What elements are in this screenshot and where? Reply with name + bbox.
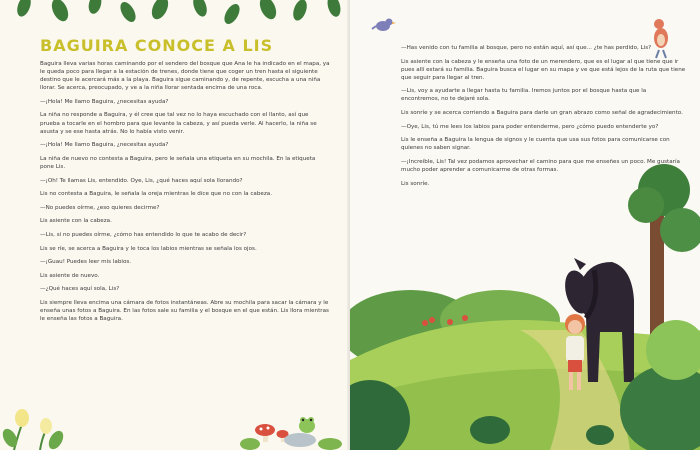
paragraph: —¡Increíble, Lis! Tal vez podamos aprovechar el camino para que me enseñes un poco. Me gustaría mucho poder aprender a comunicarme de otras formas.	[401, 158, 680, 174]
paragraph: —Lis, si no puedes oírme, ¿cómo has entendido lo que te acabo de decir?	[40, 231, 247, 238]
paragraph: —¡Guau! Puedes leer mis labios.	[40, 259, 132, 266]
paragraph: Lis sonríe.	[401, 180, 430, 187]
mushroom-icon	[255, 424, 289, 442]
paragraph: Lis le enseña a Baguira la lengua de signos y le cuenta que usa sus fotos para comunicarse con quienes no saben signar.	[401, 137, 670, 152]
paragraph: —Lis, voy a ayudarte a llegar hasta tu familia. Iremos juntos por el bosque hasta que la encontremos, no te dejaré sola.	[401, 88, 647, 103]
paragraph: Lis se ríe, se acerca a Baguira y le toca los labios mientras se señala los ojos.	[40, 245, 257, 252]
left-text-column	[40, 60, 330, 329]
right-page	[350, 0, 700, 450]
paragraph: La niña no responde a Baguira, y él cree que tal vez no lo haya escuchado con el llanto, así que prueba a tocarle en el hombro para que levante la cabeza, y así pueda verle. Al hacerlo, la niña se asusta y se ese hasta atrás. No lo había visto venir.	[40, 112, 317, 135]
paragraph: —Has venido con tu familia al bosque, pero no están aquí, así que... ¿te has perdido, Lis?	[401, 45, 652, 51]
frog-icon	[299, 417, 315, 433]
flower-icon	[0, 409, 66, 450]
paragraph: Lis sonríe y se acerca corriendo a Baguira para darle un gran abrazo como señal de agradecimiento.	[401, 110, 683, 117]
paragraph: —¡Hola! Me llamo Baguira, ¿necesitas ayuda?	[40, 142, 169, 149]
paragraph: —¿Qué haces aquí sola, Lis?	[40, 286, 120, 293]
paragraph: —No puedes oírme, ¿eso quieres decirme?	[40, 204, 160, 211]
paragraph: —¡Oh! Te llamas Lis, entendido. Oye, Lis, ¿qué haces aquí sola llorando?	[40, 177, 243, 184]
paragraph: Lis siempre lleva encima una cámara de fotos instantáneas. Abre su mochila para sacar la cámara y le enseña unas fotos a Baguira. En las fotos sale su familia y el bosque en el que están. Lis llora mientras le enseña las fotos a Baguira.	[40, 299, 329, 323]
paragraph: Lis asiente con la cabeza y le enseña una foto de un merendero, que es el lugar al que tiene que ir pues allí estará su familia. Baguira busca el lugar en su mapa y ve que está lejos de la ruta que tiene que seguir para llegar al tren.	[401, 58, 686, 81]
bottom-left-decoration	[0, 400, 350, 450]
paragraph: —¡Hola! Me llamo Baguira, ¿necesitas ayuda?	[40, 98, 169, 105]
paragraph: —Oye, Lis, tú me lees los labios para poder entenderme, pero ¿cómo puedo entenderte yo?	[401, 123, 659, 130]
paragraph: Lis asiente de nuevo.	[40, 272, 100, 279]
paragraph: La niña de nuevo no contesta a Baguira, pero le señala una etiqueta en su mochila. En la etiqueta pone Lis.	[40, 155, 316, 170]
page-title: BAGUIRA CONOCE A LIS	[40, 36, 274, 55]
bird-icon	[372, 19, 396, 32]
paragraph: Lis no contesta a Baguira, le señala la oreja mientras le dice que no con la cabeza.	[40, 191, 272, 198]
paragraph: Baguira lleva varias horas caminando por el sendero del bosque que Ana le ha indicado en el mapa, ya le queda poco para llegar a la estación de trenes, donde tiene que coger un tren hasta el siguiente destino que le acercará más a la playa. Baguira sigue caminando y, de repente, escucha a una niña llorar. Se acerca, preocupado, y ve a la niña llorar sentada encima de una roca.	[40, 61, 330, 92]
right-text-column	[401, 44, 686, 193]
paragraph: Lis asiente con la cabeza.	[40, 218, 112, 225]
leaf-garland-icon	[0, 0, 350, 28]
